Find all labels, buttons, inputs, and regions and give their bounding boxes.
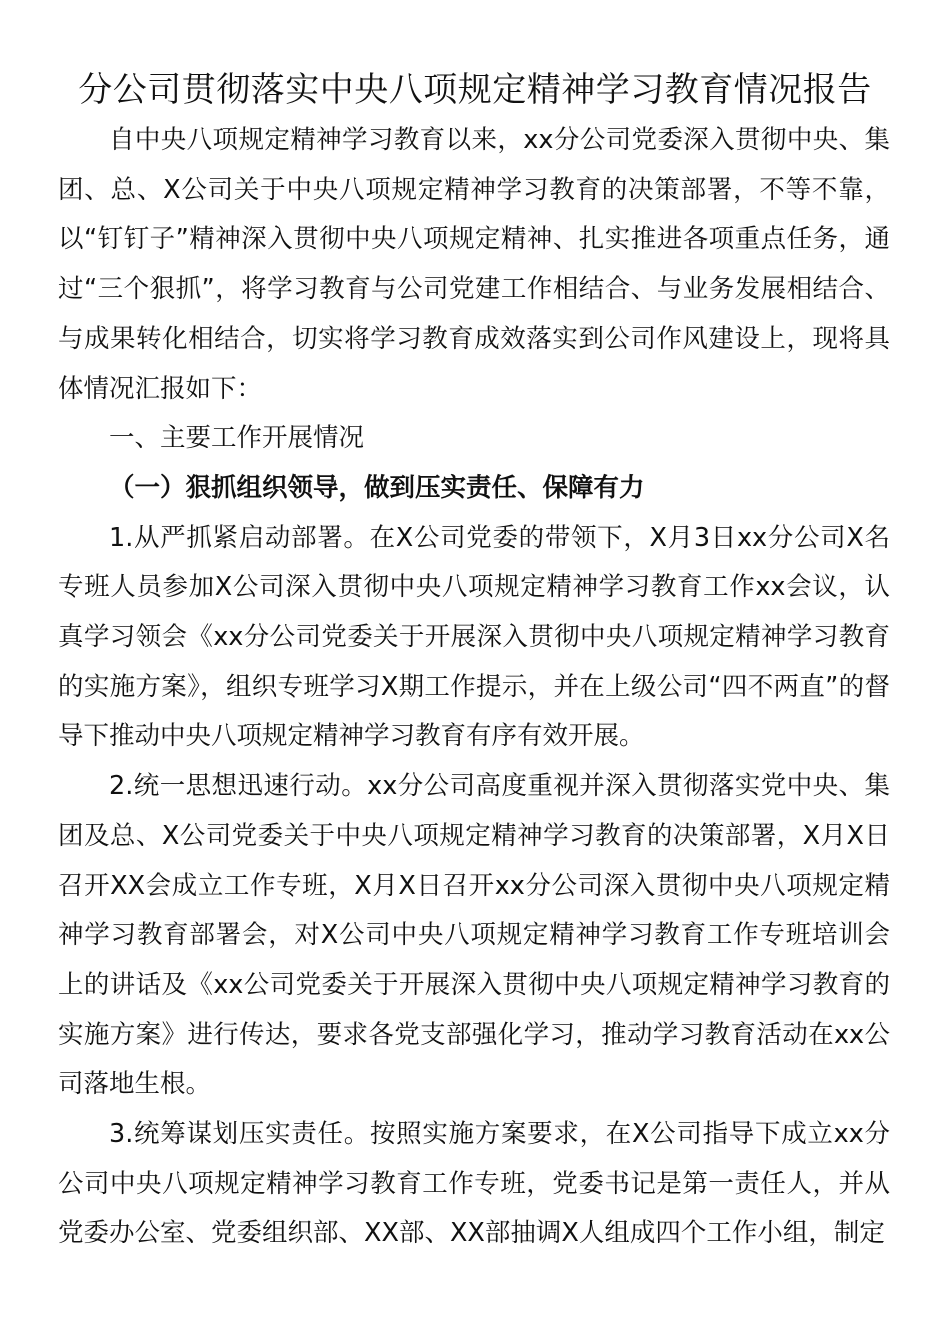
item-paragraph-1: 1.从严抓紧启动部署。在X公司党委的带领下，X月3日xx分公司X名专班人员参加X公司深入贯彻中央八项规定精神学习教育工作xx会议，认真学习领会《xx分公司党委关于开展深入贯彻中央八项规定精神学习教育的实施方案》，组织专班学习X期工作提示，并在上级公司“四不两直”的督导下推动中央八项规定精神学习教育有序有效开展。 [58, 522, 890, 752]
document-title: 分公司贯彻落实中央八项规定精神学习教育情况报告 [78, 70, 872, 110]
item-paragraph-2: 2.统一思想迅速行动。xx分公司高度重视并深入贯彻落实党中央、集团及总、X公司党委关于中央八项规定精神学习教育的决策部署，X月X日召开XX会成立工作专班，X月X日召开xx分公司深入贯彻中央八项规定精神学习教育部署会，对X公司中央八项规定精神学习教育工作专班培训会上的讲话及《xx公司党委关于开展深入贯彻中央八项规定精神学习教育的实施方案》进行传达，要求各党支部强化学习，推动学习教育活动在xx公司落地生根。 [58, 771, 890, 1100]
item-paragraph-3: 3.统筹谋划压实责任。按照实施方案要求，在X公司指导下成立xx分公司中央八项规定精神学习教育工作专班，党委书记是第一责任人，并从党委办公室、党委组织部、XX部、XX部抽调X人组成四个工作小组，制定 [58, 1119, 890, 1249]
section-heading: 一、主要工作开展情况 [109, 423, 365, 454]
intro-paragraph: 自中央八项规定精神学习教育以来，xx分公司党委深入贯彻中央、集团、总、X公司关于中央八项规定精神学习教育的决策部署，不等不靠，以“钉钉子”精神深入贯彻中央八项规定精神、扎实推进各项重点任务，通过“三个狠抓”，将学习教育与公司党建工作相结合、与业务发展相结合、与成果转化相结合，切实将学习教育成效落实到公司作风建设上，现将具体情况汇报如下： [58, 125, 890, 404]
document-body [58, 116, 890, 1259]
subsection-heading: （一）狠抓组织领导，做到压实责任、保障有力 [109, 472, 645, 503]
